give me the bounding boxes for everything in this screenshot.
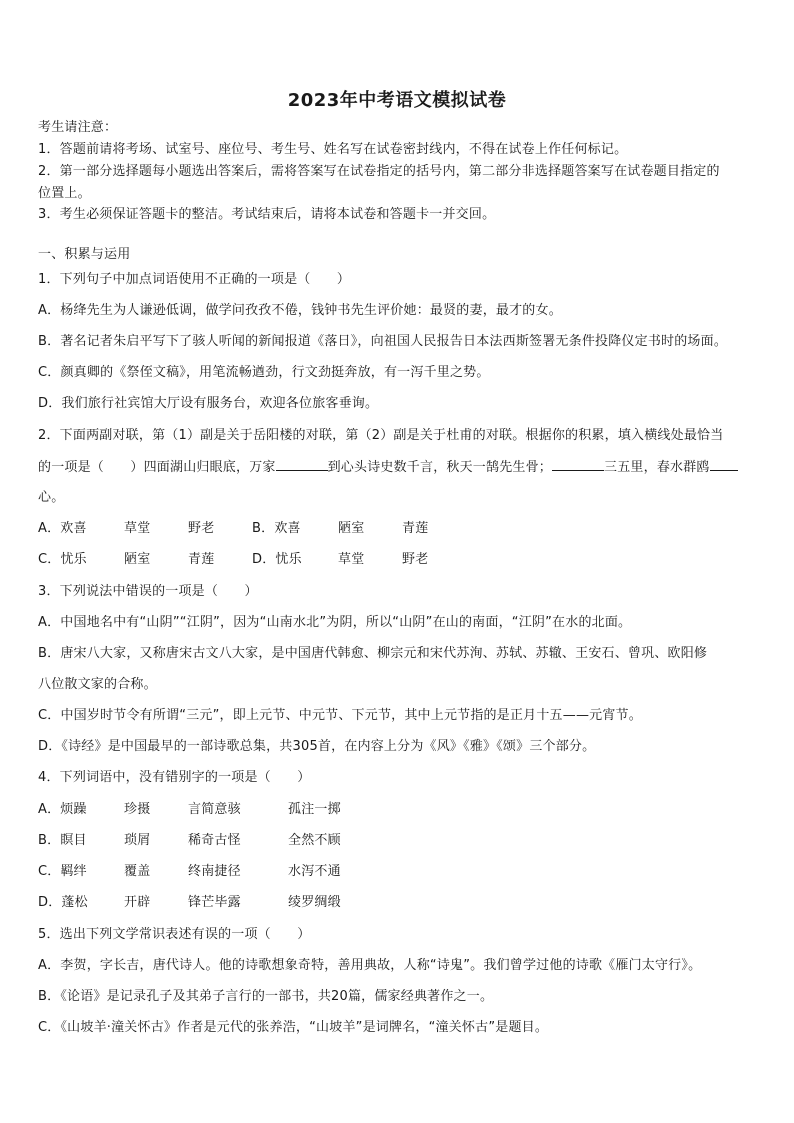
q1-option-c: C．颜真卿的《祭侄文稿》，用笔流畅遒劲，行文劲挺奔放，有一泻千里之势。	[38, 365, 490, 380]
q4-option-d	[38, 894, 341, 912]
page-title: 2023年中考语文模拟试卷	[287, 90, 507, 111]
q2-option-a-1: A．欢喜	[38, 521, 87, 536]
notice-item-2-cont: 位置上。	[38, 186, 91, 201]
q2-option-a-3: 野老	[188, 521, 215, 536]
q2-option-d-1: D．忧乐	[252, 552, 302, 567]
q4-d-word-3: 锋芒毕露	[188, 895, 241, 910]
q5-option-a: A．李贺，字长吉，唐代诗人。他的诗歌想象奇特，善用典故，人称“诗鬼”。我们曾学过他的诗歌《雁门太守行》。	[38, 958, 702, 973]
q4-c-word-3: 终南捷径	[188, 864, 241, 879]
q3-option-b: B．唐宋八大家，又称唐宋古文八大家，是中国唐代韩愈、柳宗元和宋代苏洵、苏轼、苏辙、王安石、曾巩、欧阳修	[38, 646, 708, 661]
q2-option-a-2: 草堂	[124, 521, 151, 536]
q2-blank-3	[710, 458, 738, 471]
q4-c-word-1: C．羁绊	[38, 864, 87, 879]
q4-a-word-4: 孤注一掷	[288, 802, 341, 817]
q3-option-a: A．中国地名中有“山阴”“江阴”，因为“山南水北”为阴，所以“山阴”在山的南面，“江阴”在水的北面。	[38, 615, 632, 630]
q2-option-c-2: 陋室	[124, 552, 151, 567]
q2-stem-line1: 2．下面两副对联，第（1）副是关于岳阳楼的对联，第（2）副是关于杜甫的对联。根据你的积累，填入横线处最恰当	[38, 428, 724, 443]
q2-option-d-3: 野老	[402, 552, 429, 567]
q5-option-b: B．《论语》是记录孔子及其弟子言行的一部书，共20篇，儒家经典著作之一。	[38, 989, 494, 1004]
q3-option-b-cont: 八位散文家的合称。	[38, 677, 157, 692]
q5-stem: 5．选出下列文学常识表述有误的一项（ ）	[38, 927, 311, 942]
q4-a-word-2: 珍摄	[124, 802, 151, 817]
notice-heading: 考生请注意：	[38, 120, 118, 135]
q4-a-word-1: A．烦躁	[38, 802, 87, 817]
q1-option-a: A．杨绛先生为人谦逊低调，做学问孜孜不倦，钱钟书先生评价她：最贤的妻，最才的女。	[38, 303, 562, 318]
q2-stem-part2: 到心头诗史数千言，秋天一鹄先生骨；	[327, 460, 553, 475]
q2-option-b-2: 陋室	[338, 521, 365, 536]
q2-option-b-3: 青莲	[402, 521, 429, 536]
q1-option-d: D．我们旅行社宾馆大厅设有服务台，欢迎各位旅客垂询。	[38, 396, 379, 411]
q3-option-d: D．《诗经》是中国最早的一部诗歌总集，共305首，在内容上分为《风》《雅》《颂》三个部分。	[38, 739, 596, 754]
notice-item-1: 1．答题前请将考场、试室号、座位号、考生号、姓名写在试卷密封线内，不得在试卷上作任何标记。	[38, 142, 628, 157]
section-heading: 一、积累与运用	[38, 247, 131, 262]
q2-option-d-2: 草堂	[338, 552, 365, 567]
q4-c-word-2: 覆盖	[124, 864, 151, 879]
q2-stem-line2	[38, 458, 738, 477]
q2-blank-2	[552, 458, 604, 471]
q2-options-cd	[38, 551, 466, 569]
q4-b-word-2: 琐屑	[124, 833, 151, 848]
q4-c-word-4: 水泻不通	[288, 864, 341, 879]
q2-stem-part1: 的一项是（ ）四面湖山归眼底，万家	[38, 460, 276, 475]
notice-item-3: 3．考生必须保证答题卡的整洁。考试结束后，请将本试卷和答题卡一并交回。	[38, 207, 496, 222]
notice-item-2: 2．第一部分选择题每小题选出答案后，需将答案写在试卷指定的括号内，第二部分非选择题答案写在试卷题目指定的	[38, 164, 720, 179]
q5-option-c: C．《山坡羊·潼关怀古》作者是元代的张养浩，“山坡羊”是词牌名，“潼关怀古”是题目。	[38, 1020, 549, 1035]
q4-b-word-4: 全然不顾	[288, 833, 341, 848]
q2-option-c-3: 青莲	[188, 552, 215, 567]
q1-option-b: B．著名记者朱启平写下了骇人听闻的新闻报道《落日》，向祖国人民报告日本法西斯签署无条件投降仪定书时的场面。	[38, 334, 728, 349]
q2-stem-part3: 三五里，春水群鸥	[604, 460, 710, 475]
q4-d-word-2: 开辟	[124, 895, 151, 910]
q2-stem-line3: 心。	[38, 490, 65, 505]
q3-option-c: C．中国岁时节令有所谓“三元”，即上元节、中元节、下元节，其中上元节指的是正月十五——元宵节。	[38, 708, 642, 723]
q4-option-c	[38, 863, 341, 881]
q4-option-a	[38, 801, 341, 819]
q2-blank-1	[276, 458, 328, 471]
q4-stem: 4．下列词语中，没有错别字的一项是（ ）	[38, 770, 311, 785]
q4-option-b	[38, 832, 341, 850]
q2-option-c-1: C．忧乐	[38, 552, 87, 567]
q4-a-word-3: 言简意骇	[188, 802, 241, 817]
q4-b-word-1: B．瞑目	[38, 833, 87, 848]
q2-option-b-1: B．欢喜	[252, 521, 301, 536]
q3-stem: 3．下列说法中错误的一项是（ ）	[38, 584, 258, 599]
q4-d-word-4: 绫罗绸缎	[288, 895, 341, 910]
q4-b-word-3: 稀奇古怪	[188, 833, 241, 848]
q4-d-word-1: D．蓬松	[38, 895, 88, 910]
q1-stem: 1．下列句子中加点词语使用不正确的一项是（ ）	[38, 272, 351, 287]
q2-options-ab	[38, 520, 466, 538]
